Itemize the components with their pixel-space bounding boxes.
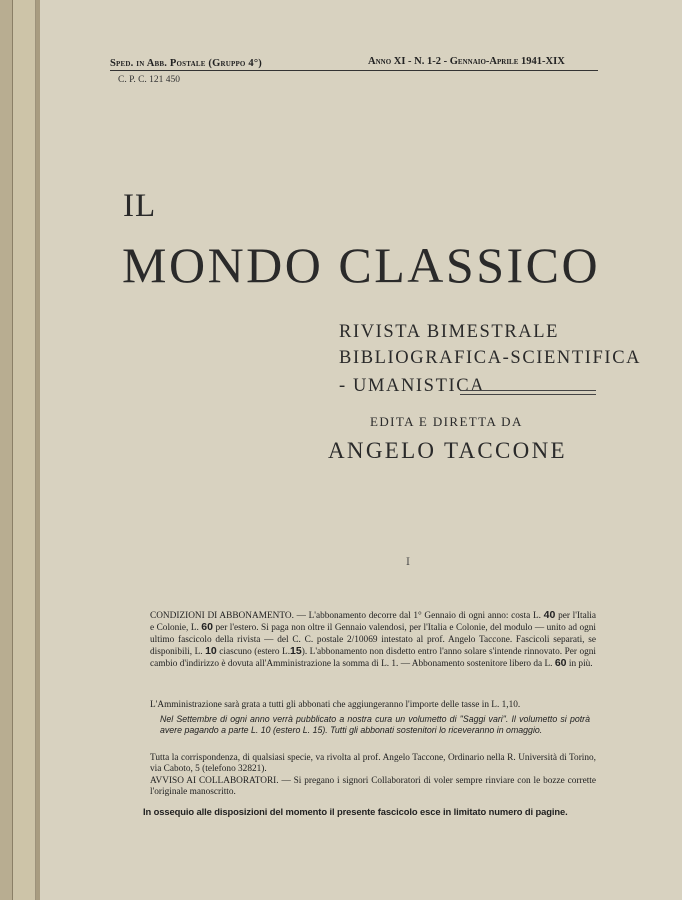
title-il: IL xyxy=(123,188,157,224)
cpc-code: C. P. C. 121 450 xyxy=(118,75,181,85)
subtitle-line-1: RIVISTA BIMESTRALE xyxy=(339,322,560,342)
cond-text-b: per l'Italia e Colonie, L. xyxy=(150,611,596,634)
cond-text-c: per l'estero. Si paga non oltre il Gennaio valendosi, per l'Italia e Colonie, del modulo — unito ad ogni ultimo fascicolo della rivista — del C. C. postale 2/10069 intestato al prof. Angelo Taccone. Fascicoli separati, se disponibili, L. xyxy=(150,623,596,657)
cond-text-d: ciascuno (estero L. xyxy=(219,646,291,657)
edited-by: EDITA E DIRETTA DA xyxy=(370,414,523,429)
subscription-conditions xyxy=(150,610,596,670)
subtitle-line-3: - UMANISTICA xyxy=(339,376,486,396)
saggi-note: Nel Settembre di ogni anno verrà pubblicato a nostra cura un volumetto di "Saggi vari". Il volumetto si potrà avere pagando a parte L. 10 (estero L. 15). Tutti gli abbonati sostenitori lo riceveranno in omaggio. xyxy=(160,714,590,735)
subtitle-rule xyxy=(460,390,596,395)
price-italy: 40 xyxy=(543,609,556,621)
page-mark: I xyxy=(406,557,410,568)
title-main: MONDO CLASSICO xyxy=(122,237,601,293)
issue-header: Anno XI - N. 1-2 - Gennaio-Aprile 1941-XIX xyxy=(368,56,565,67)
subtitle-line-2: BIBLIOGRAFICA-SCIENTIFICA xyxy=(339,348,642,368)
cond-text-e: ). L'abbonamento non disdetto entro l'anno solare s'intende rinnovato. Per ogni cambio d'indirizzo è dovuta all'Amministrazione la somma di L. 1. — Abbonamento sostenitore libero da L. xyxy=(150,646,596,670)
correspondence-notes xyxy=(150,753,596,798)
postal-header: Sped. in Abb. Postale (Gruppo 4°) xyxy=(110,58,262,69)
spine-edge xyxy=(0,0,13,900)
cond-text-f: in più. xyxy=(568,659,593,670)
price-issue: 10 xyxy=(205,644,217,657)
author-name: ANGELO TACCONE xyxy=(328,438,567,463)
admin-note: L'Amministrazione sarà grata a tutti gli abbonati che aggiungeranno l'importe delle tasse in L. 1,10. xyxy=(150,700,521,710)
limited-pages-notice: In ossequio alle disposizioni del momento il presente fascicolo esce in limitato numero di pagine. xyxy=(143,806,568,817)
price-supporter: 60 xyxy=(554,657,567,670)
spine-edge xyxy=(13,0,36,900)
price-issue-abroad: 15 xyxy=(290,644,302,657)
header-rule xyxy=(110,70,598,71)
price-abroad: 60 xyxy=(201,621,213,634)
cond-text-a: CONDIZIONI DI ABBONAMENTO. — L'abbonamento decorre dal 1° Gennaio di ogni anno: costa L. xyxy=(150,611,541,621)
correspondence: Tutta la corrispondenza, di qualsiasi specie, va rivolta al prof. Angelo Taccone, Ordinario nella R. Università di Torino, via Caboto, 5 (telefono 32821). xyxy=(150,753,596,775)
collaborators-notice: AVVISO AI COLLABORATORI. — Si pregano i signori Collaboratori di voler sempre rinviare con le bozze corrette l'originale manoscritto. xyxy=(150,775,596,797)
